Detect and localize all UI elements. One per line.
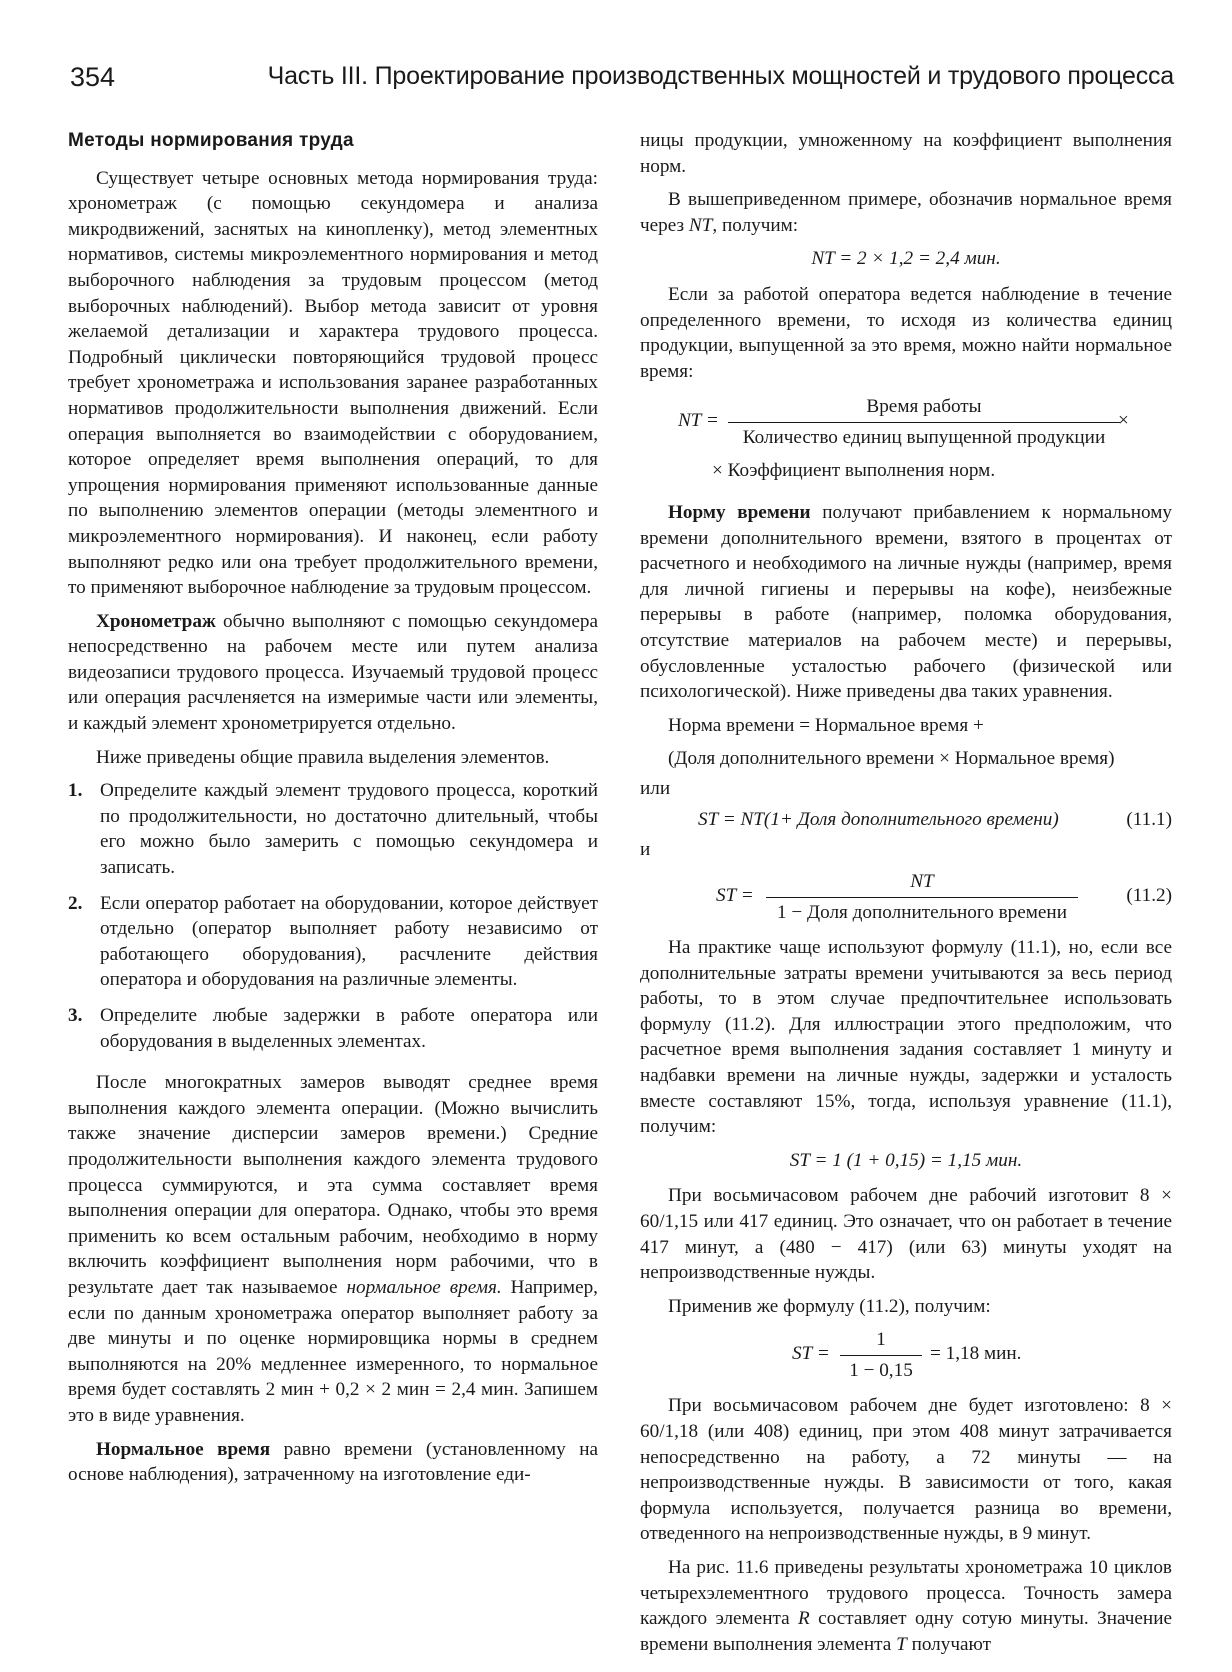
fraction-denominator: 1 − Доля дополнительного времени: [777, 901, 1067, 923]
formula-lhs: NT =: [678, 410, 719, 432]
formula-nt-example-text: NT = 2 × 1,2 = 2,4 мин.: [811, 248, 1001, 270]
formula-nt-fraction: [640, 394, 1172, 452]
paragraph-normal-time: [68, 1437, 598, 1488]
paragraph-average-time: [68, 1070, 598, 1428]
equation-line-2: (Доля дополнительного времени × Нормальное время): [668, 748, 1115, 770]
paragraph-timing: [68, 609, 598, 737]
fraction-numerator: 1: [840, 1327, 922, 1356]
fraction: [728, 394, 1120, 450]
running-head: Часть III. Проектирование производственных мощностей и трудового процесса: [267, 62, 1174, 90]
fraction: [840, 1327, 922, 1383]
rules-list: [68, 778, 598, 1054]
term-standard-time: Норму времени: [668, 501, 811, 523]
equation-number: (11.1): [1126, 809, 1172, 831]
page-header: [70, 62, 1174, 102]
list-item-text: Определите любые задержки в работе оператора или оборудования в выделенных элементах.: [100, 1005, 598, 1052]
paragraph-figure-text-a: На рис. 11.6 приведены результаты хронометража 10 циклов четырехэлементного трудового процесса. Точность замера каждого элемента: [640, 1556, 1172, 1630]
left-column: [68, 128, 598, 1496]
fraction-denominator: Количество единиц выпущенной продукции: [742, 426, 1106, 448]
fraction-numerator: NT: [766, 869, 1078, 898]
paragraph-average-text-b: Например, если по данным хронометража оператор выполняет работу за две минуты и по оценке нормировщика нормы в среднем выполняются на 20% медленнее измеренного, то нормальное время будет составлять 2 мин + 0,2 × 2 мин = 2,4 мин. Запишем это в виде уравнения.: [68, 1276, 598, 1426]
formula-lhs: ST =: [792, 1343, 830, 1365]
paragraph-standard-time-text: получают прибавлением к нормальному времени дополнительного времени, взятого в процентах от расчетного и необходимого на личные нужды (например, время для личной гигиены и перерывы на кофе), неизбежные перерывы в работе (например, поломка оборудования, отсутствие материалов на рабочем месте) и перерывы, обусловленные усталостью рабочего (физической или психологической). Ниже приведены два таких уравнения.: [640, 501, 1172, 703]
paragraph-nt-text-a: В вышеприведенном примере, обозначив нормальное время через: [640, 189, 1172, 236]
term-normal-time-italic: нормальное время.: [346, 1276, 502, 1298]
equation-line-1: Норма времени = Нормальное время +: [668, 714, 984, 736]
paragraph-average-text-a: После многократных замеров выводят среднее время выполнения каждого элемента операции. (Можно вычислить также значение дисперсии замеров времени.) Средние продолжительности выполнения каждого элемента трудового процесса суммируются, и эта сумма составляет время выполнения операции для оператора. Однако, чтобы это время применить ко всем остальным рабочим, необходимо в норму включить коэффициент выполнения норм рабочими, что в результате дает так называемое: [68, 1072, 598, 1298]
term-normal-time: Нормальное время: [96, 1438, 271, 1460]
formula-nt-line2: × Коэффициент выполнения норм.: [712, 460, 996, 482]
paragraph-eight-hour-2: При восьмичасовом рабочем дне будет изготовлено: 8 × 60/1,18 (или 408) единиц, при этом 408 минут затрачивается непосредственно на работу, а 72 минуты — на непроизводственные нужды. В зависимости от того, какая формула используется, получается разница во времени, отведенного на непроизводственные нужды, в 9 минут.: [640, 1395, 1172, 1545]
paragraph-nt-text-b: , получим:: [712, 214, 799, 236]
symbol-r: R: [798, 1608, 810, 1630]
paragraph-figure-text-b: составляет одну сотую минуты. Значение времени выполнения элемента: [640, 1608, 1172, 1655]
formula-11-1: [640, 803, 1172, 837]
paragraph-nt-intro: [640, 187, 1172, 238]
formula-st-115: [640, 1148, 1172, 1174]
formula-st-115-text: ST = 1 (1 + 0,15) = 1,15 мин.: [789, 1149, 1023, 1171]
paragraph-standard-time: [640, 500, 1172, 705]
paragraph-eight-hour-1: При восьмичасовом рабочем дне рабочий изготовит 8 × 60/1,15 или 417 единиц. Это означает, что он работает в течение 417 минут, а (480 − 417) (или 63) минуты уходят на непроизводственные нужды.: [640, 1185, 1172, 1284]
fraction-denominator: 1 − 0,15: [849, 1359, 913, 1381]
paragraph-normal-time-text: равно времени (установленному на основе наблюдения), затраченному на изготовление еди-: [68, 1438, 598, 1486]
list-item-number: 2.: [68, 892, 83, 914]
formula-nt-example: [640, 246, 1172, 272]
paragraph-observation: Если за работой оператора ведется наблюдение в течение определенного времени, то исходя из количества единиц продукции, выпущенной за это время, можно найти нормальное время:: [640, 283, 1172, 382]
term-timing: Хронометраж: [96, 610, 216, 632]
paragraph-apply-11-2: Применив же формулу (11.2), получим:: [668, 1295, 991, 1317]
paragraph-continuation: ницы продукции, умноженному на коэффициент выполнения норм.: [640, 130, 1172, 177]
or-word: или: [640, 777, 671, 799]
equation-number: (11.2): [1126, 885, 1172, 907]
fraction: [766, 869, 1078, 925]
and-word: и: [640, 839, 651, 861]
list-item-number: 3.: [68, 1005, 83, 1026]
paragraph-practice: На практике чаще используют формулу (11.1), но, если все дополнительные затраты времени учитываются за весь период работы, то в этом случае предпочтительнее использовать формулу (11.2). Для иллюстрации этого предположим, что расчетное время выполнения задания составляет 1 минуту и надбавки времени на личные нужды, задержки и усталость вместе составляют 15%, тогда, используя уравнение (11.1), получим:: [640, 937, 1172, 1138]
times-sign: ×: [1118, 410, 1129, 432]
paragraph-rules-intro: Ниже приведены общие правила выделения элементов.: [96, 746, 550, 768]
formula-lhs: ST =: [716, 885, 754, 907]
paragraph-timing-text: обычно выполняют с помощью секундомера непосредственно на рабочем месте или путем анализа видеозаписи трудового процесса. Изучаемый трудовой процесс или операция расчленяется на измеримые части или элементы, и каждый элемент хронометрируется отдельно.: [68, 610, 598, 735]
list-item-text: Если оператор работает на оборудовании, которое действует отдельно (оператор выполняет работу независимо от работающего оборудования), расчлените действия оператора и оборудования на различные элементы.: [100, 892, 598, 991]
fraction-numerator: Время работы: [728, 394, 1120, 423]
formula-11-2: [640, 869, 1172, 929]
symbol-nt: NT: [688, 214, 713, 236]
list-item: [68, 778, 598, 880]
list-item-text: Определите каждый элемент трудового процесса, короткий по продолжительности, но достаточно длительный, чтобы его можно было замерить с помощью секундомера и записать.: [100, 780, 598, 879]
formula-11-1-text: ST = NT(1+ Доля дополнительного времени): [698, 809, 1059, 831]
formula-rhs: = 1,18 мин.: [930, 1343, 1022, 1365]
symbol-t: T: [896, 1633, 907, 1655]
page-number: 354: [70, 62, 116, 92]
paragraph-figure-ref: [640, 1555, 1172, 1657]
paragraph-figure-text-c: получают: [906, 1633, 991, 1655]
list-item: [68, 1003, 598, 1054]
right-column: [640, 128, 1172, 1665]
list-item: [68, 891, 598, 993]
section-title: Методы нормирования труда: [68, 130, 354, 151]
list-item-number: 1.: [68, 780, 83, 802]
formula-st-118: [640, 1327, 1172, 1383]
paragraph-methods: Существует четыре основных метода нормирования труда: хронометраж (с помощью секундомера и анализа микродвижений, заснятых на кинопленку), метод элементных нормативов, системы микроэлементного нормирования и метод выборочного наблюдения за трудовым процессом (метод выборочных наблюдений). Выбор метода зависит от уровня желаемой детализации и характера трудового процесса. Подробный циклически повторяющийся трудовой процесс требует хронометража и использования заранее разработанных нормативов продолжительности выполнения движений. Если операция выполняется во взаимодействии с оборудованием, которое определяет время выполнения операций, то для упрощения нормирования применяют использованные данные по выполнению элементов операции (методы элементного и микроэлементного нормирования). И наконец, если работу выполняют редко или она требует продолжительного времени, то применяют выборочное наблюдение за трудовым процессом.: [68, 167, 598, 599]
